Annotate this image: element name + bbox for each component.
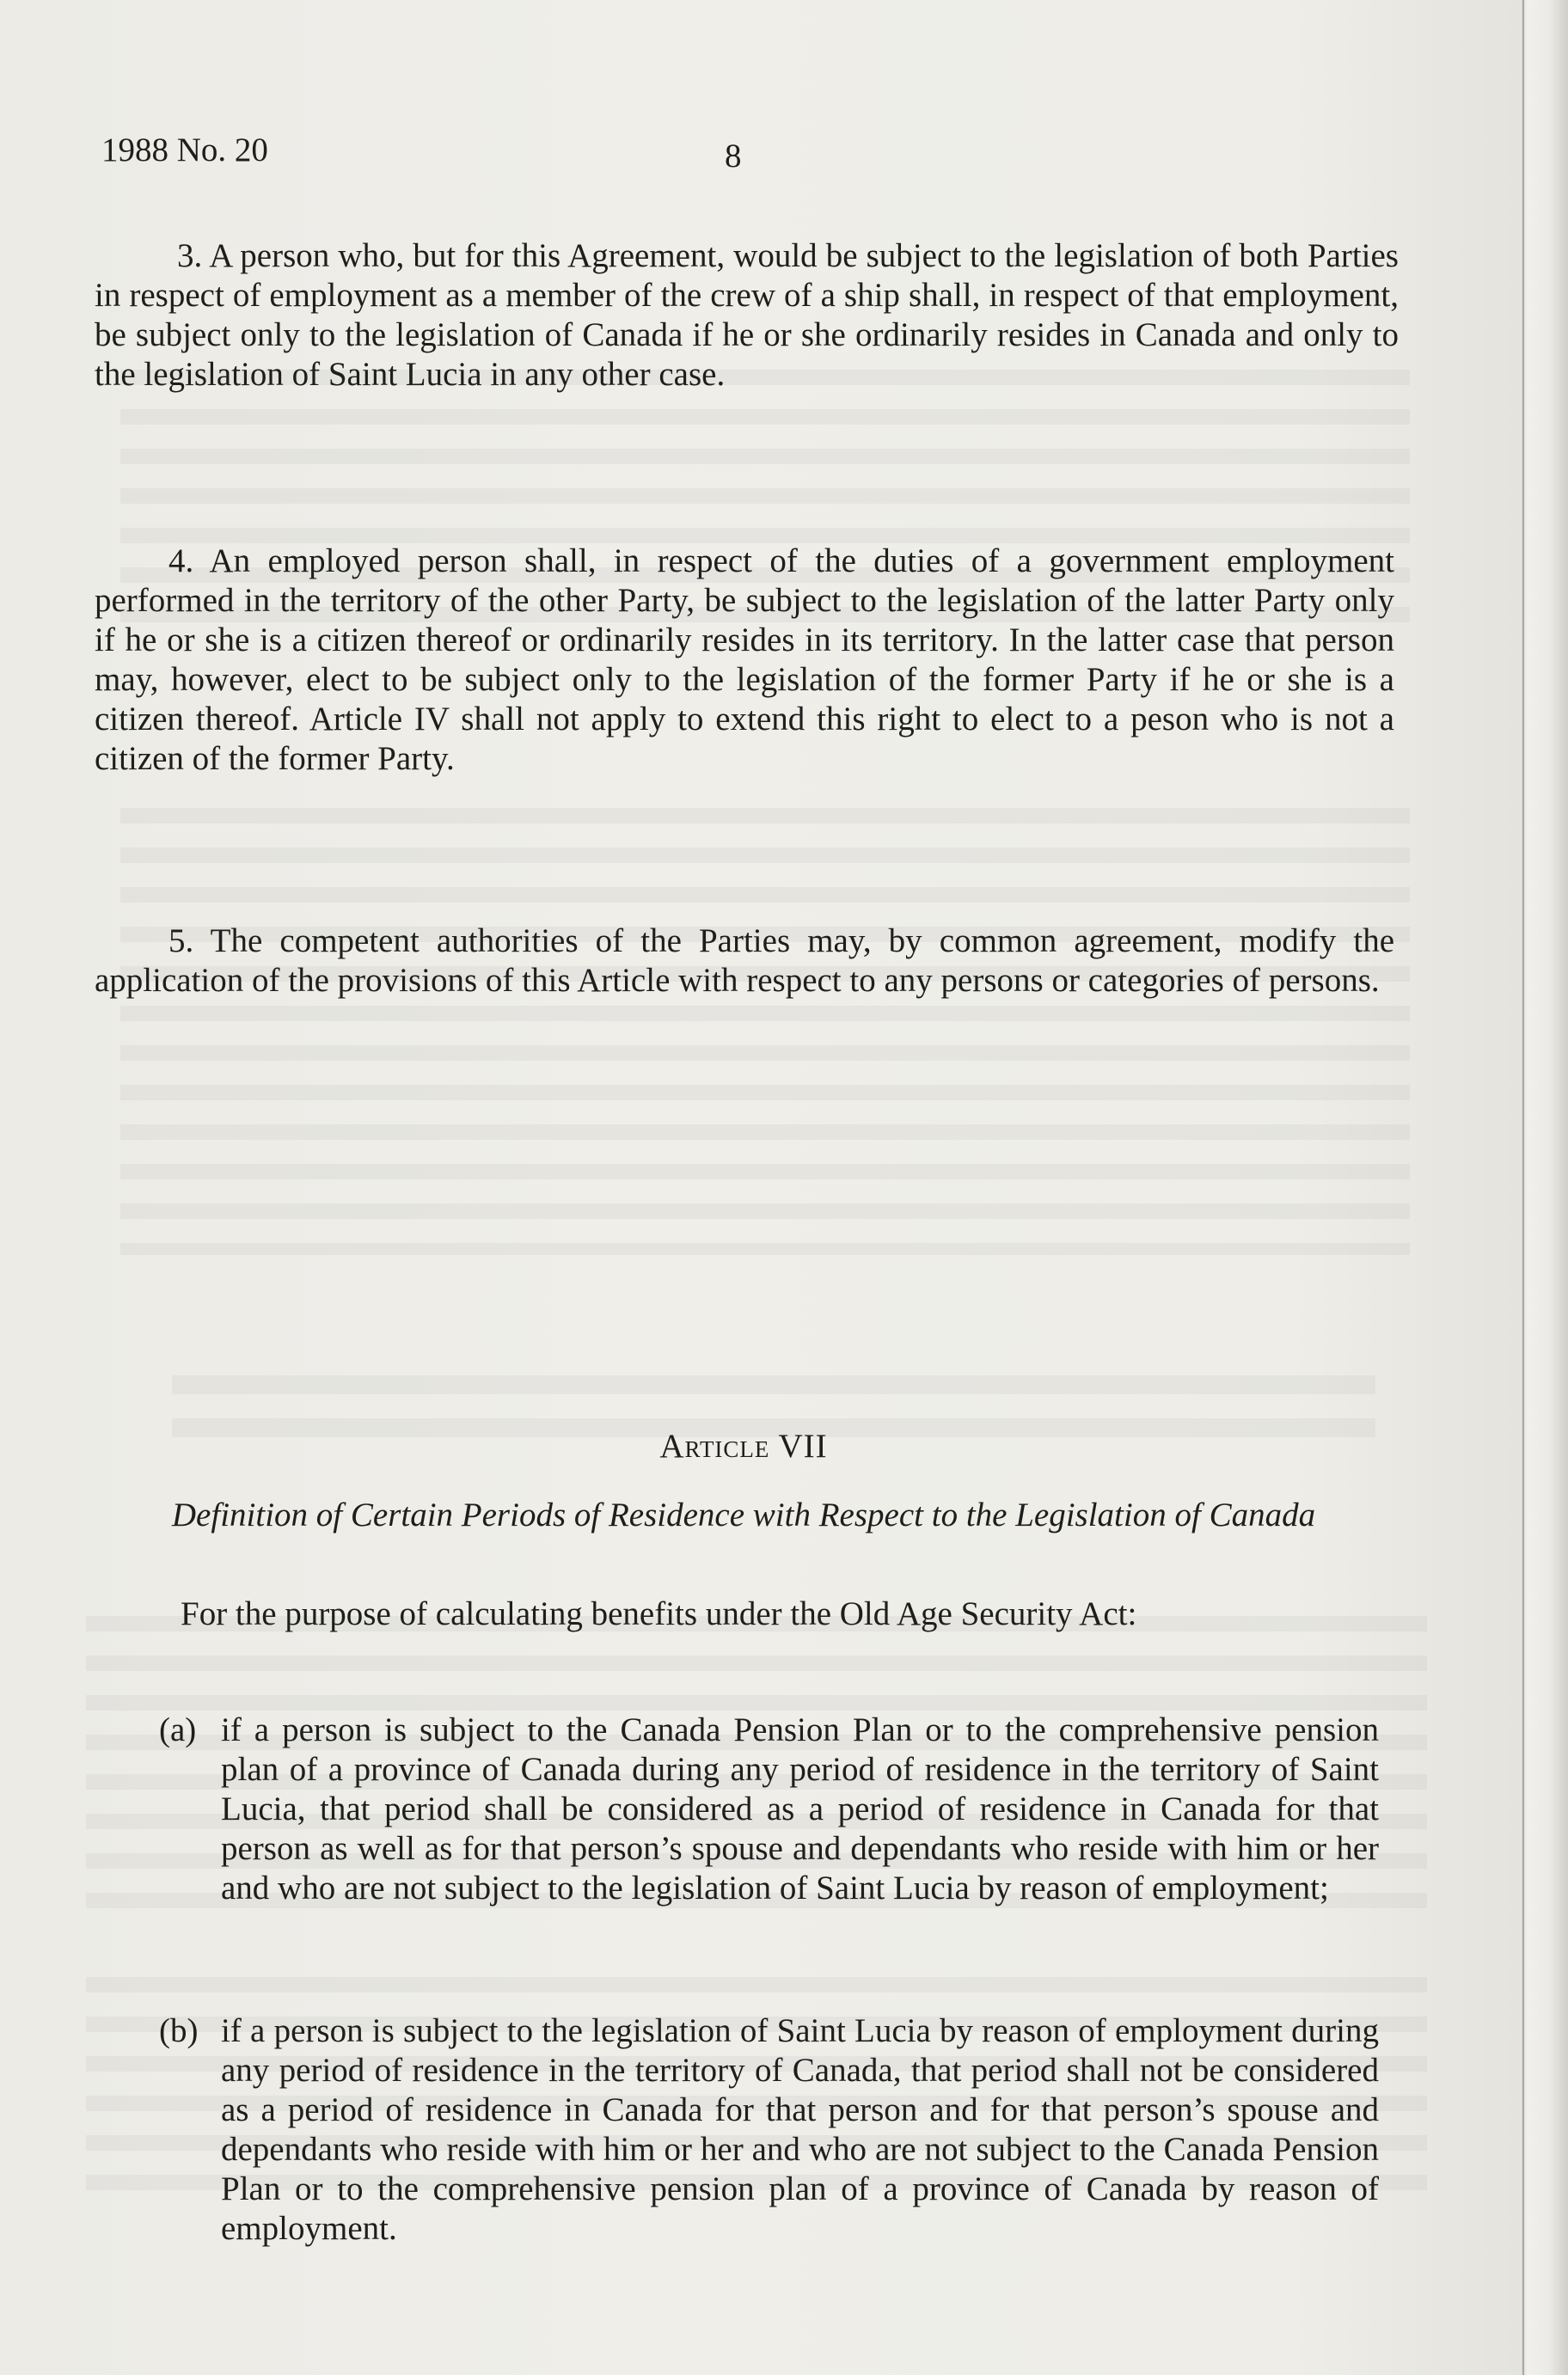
paragraph-text: An employed person shall, in respect of the duties of a government employment performed in the territory of the other Party, be subject to the legislation of the latter Party only if he or she is a citizen thereof or ordinarily resides in its territory. In the latter case that person may, however, elect to be subject only to the legislation of the former Party if he or she is a citizen thereof. Article IV shall not apply to extend this right to elect to a peson who is not a citizen of the former Party. <box>95 542 1394 777</box>
paragraph-text: The competent authorities of the Parties may, by common agreement, modify the application of the provisions of this Article with respect to any persons or categories of persons. <box>95 922 1395 999</box>
article-intro: For the purpose of calculating benefits under the Old Age Security Act: <box>181 1595 1137 1632</box>
list-item-text: if a person is subject to the Canada Pension Plan or to the comprehensive pension plan of a province of Canada during any period of residence in the territory of Saint Lucia, that period shall be considered as a period of residence in Canada for that person as well as for that person’s spouse and dependants who reside with him or her and who are not subject to the legislation of Saint Lucia by reason of employment; <box>221 1711 1379 1907</box>
paragraph-5 <box>95 921 1394 1001</box>
list-item-a <box>159 1711 1397 1960</box>
article-subtitle: Definition of Certain Periods of Residence with Respect to the Legislation of Canada <box>171 1497 1316 1533</box>
paragraph-number: 4. <box>168 542 194 579</box>
list-item-text: if a person is subject to the legislation of Saint Lucia by reason of employment during any period of residence in the territory of Canada, that period shall not be considered as a period of residence in Canada for that person and for that person’s spouse and dependants who reside with him or her and who are not subject to the Canada Pension Plan or to the comprehensive pension plan of a province of Canada by reason of employment. <box>221 2012 1379 2247</box>
list-item-label: (b) <box>159 2012 199 2049</box>
page-edge <box>1522 0 1568 2375</box>
paragraph-3 <box>95 236 1399 395</box>
paragraph-number: 5. <box>168 922 194 959</box>
paragraph-number: 3. <box>177 237 203 274</box>
list-item-label: (a) <box>159 1711 197 1748</box>
list-item-b <box>159 2011 1397 2304</box>
article-heading: Article VII <box>659 1428 828 1465</box>
page-number: 8 <box>725 138 742 174</box>
page-edge-line <box>1522 0 1524 2375</box>
bleed-through-shading <box>120 808 1410 1255</box>
header-document-number: 1988 No. 20 <box>101 132 268 168</box>
paragraph-text: A person who, but for this Agreement, would be subject to the legislation of both Parties in respect of employment as a member of the crew of a ship shall, in respect of that employment, be subject only to the legislation of Canada if he or she ordinarily resides in Canada and only to the legislation of Saint Lucia in any other case. <box>95 237 1399 393</box>
paragraph-4 <box>95 542 1394 779</box>
